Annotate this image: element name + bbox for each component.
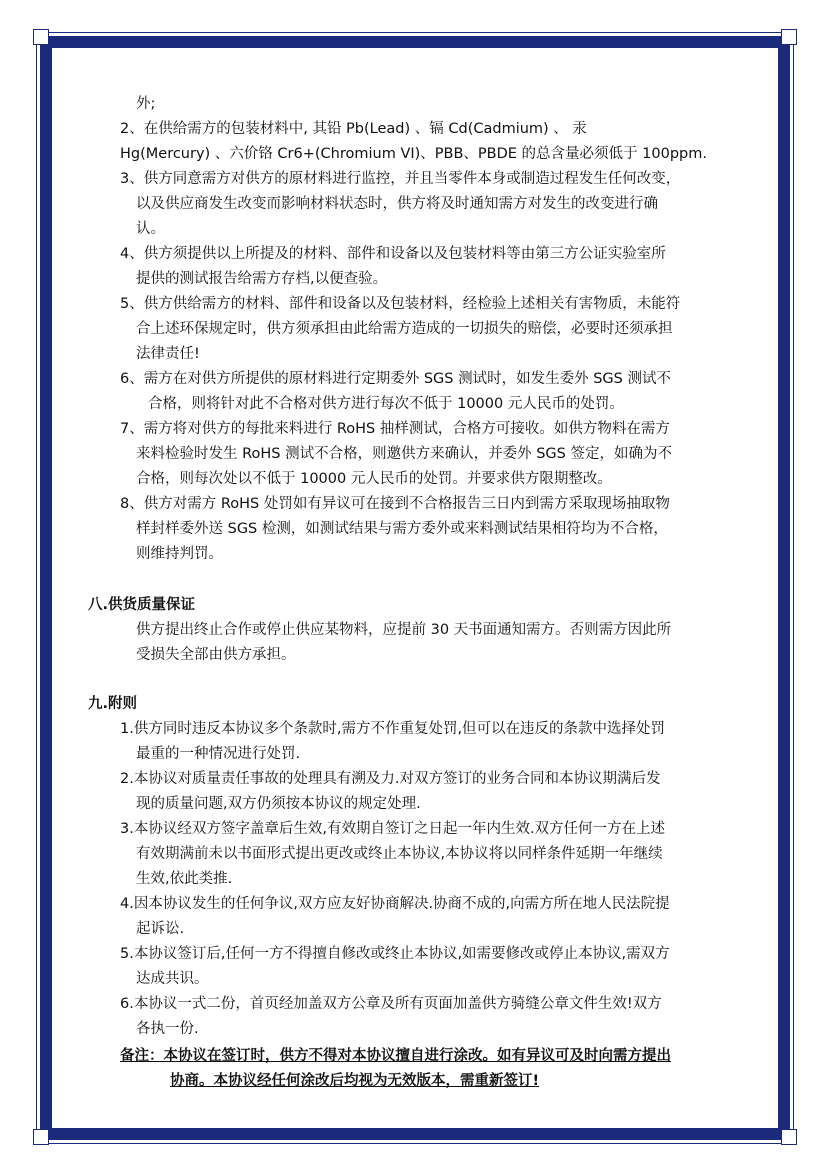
text-line: 2.本协议对质量责任事故的处理具有溯及力.对双方签订的业务合同和本协议期满后发 xyxy=(120,771,661,787)
text-line: 受损失全部由供方承担。 xyxy=(136,647,296,663)
text-line: 8、供方对需方 RoHS 处罚如有异议可在接到不合格报告三日内到需方采取现场抽取物 xyxy=(120,496,670,512)
text-line: 各执一份. xyxy=(136,1021,199,1037)
remark-line-2: 协商。本协议经任何涂改后均视为无效版本，需重新签订! xyxy=(170,1073,540,1089)
text-line: 1.供方同时违反本协议多个条款时,需方不作重复处罚,但可以在违反的条款中选择处罚 xyxy=(120,721,666,737)
corner-ornament xyxy=(781,29,797,45)
text-line: 供方提出终止合作或停止供应某物料，应提前 30 天书面通知需方。否则需方因此所 xyxy=(136,622,672,638)
text-line: 3.本协议经双方签字盖章后生效,有效期自签订之日起一年内生效.双方任何一方在上述 xyxy=(120,821,666,837)
text-line: 样封样委外送 SGS 检测，如测试结果与需方委外或来料测试结果相符均为不合格， xyxy=(136,521,668,537)
text-line: 以及供应商发生改变而影响材料状态时，供方将及时通知需方对发生的改变进行确 xyxy=(136,196,658,212)
text-line: 最重的一种情况进行处罚. xyxy=(136,746,301,762)
text-line: 提供的测试报告给需方存档,以便查验。 xyxy=(136,271,388,287)
text-line: 法律责任! xyxy=(136,346,200,362)
rohs-clauses xyxy=(88,92,756,567)
text-line: 合上述环保规定时，供方须承担由此给需方造成的一切损失的赔偿，必要时还须承担 xyxy=(136,321,673,337)
text-line: 4、供方须提供以上所提及的材料、部件和设备以及包装材料等由第三方公证实验室所 xyxy=(120,246,666,262)
text-line: 合格，则将针对此不合格对供方进行每次不低于 10000 元人民币的处罚。 xyxy=(148,396,624,412)
text-line: 生效,依此类推. xyxy=(136,871,233,887)
text-line: 5、供方供给需方的材料、部件和设备以及包装材料，经检验上述相关有害物质，未能符 xyxy=(120,296,681,312)
remark-line-1: 备注：本协议在签订时，供方不得对本协议擅自进行涂改。如有异议可及时向需方提出 xyxy=(120,1048,671,1064)
text-line: 7、需方将对供方的每批来料进行 RoHS 抽样测试，合格方可接收。如供方物料在需方 xyxy=(120,421,670,437)
corner-ornament xyxy=(33,29,49,45)
text-line: 来料检验时发生 RoHS 测试不合格，则邀供方来确认，并委外 SGS 签定，如确为不 xyxy=(136,446,672,462)
text-line: 6、需方在对供方所提供的原材料进行定期委外 SGS 测试时，如发生委外 SGS 测试不 xyxy=(120,371,671,387)
text-line: 则维持判罚。 xyxy=(136,546,223,562)
text-line: 达成共识。 xyxy=(136,971,209,987)
text-line: 6.本协议一式二份，首页经加盖双方公章及所有页面加盖供方骑缝公章文件生效!双方 xyxy=(120,996,662,1012)
text-line: 有效期满前未以书面形式提出更改或终止本协议,本协议将以同样条件延期一年继续 xyxy=(136,846,663,862)
section-title-8: 八.供货质量保证 xyxy=(88,597,196,613)
text-line: 外; xyxy=(136,96,156,112)
document-body xyxy=(88,92,756,1094)
text-line: 现的质量问题,双方仍须按本协议的规定处理. xyxy=(136,796,421,812)
section-title-9: 九.附则 xyxy=(88,696,138,712)
text-line: 3、供方同意需方对供方的原材料进行监控，并且当零件本身或制造过程发生任何改变， xyxy=(120,171,681,187)
text-line: 2、在供给需方的包装材料中, 其铅 Pb(Lead) 、镉 Cd(Cadmium) 、 汞 xyxy=(120,121,587,137)
text-line: 认。 xyxy=(136,221,165,237)
text-line: 合格，则每次处以不低于 10000 元人民币的处罚。并要求供方限期整改。 xyxy=(136,471,612,487)
corner-ornament xyxy=(781,1129,797,1145)
text-line: 4.因本协议发生的任何争议,双方应友好协商解决.协商不成的,向需方所在地人民法院提 xyxy=(120,896,670,912)
text-line: Hg(Mercury) 、六价铬 Cr6+(Chromium VI)、PBB、PBDE 的总含量必须低于 100ppm. xyxy=(120,146,707,162)
text-line: 起诉讼. xyxy=(136,921,185,937)
text-line: 5.本协议签订后,任何一方不得擅自修改或终止本协议,如需要修改或停止本协议,需双方 xyxy=(120,946,670,962)
corner-ornament xyxy=(33,1129,49,1145)
